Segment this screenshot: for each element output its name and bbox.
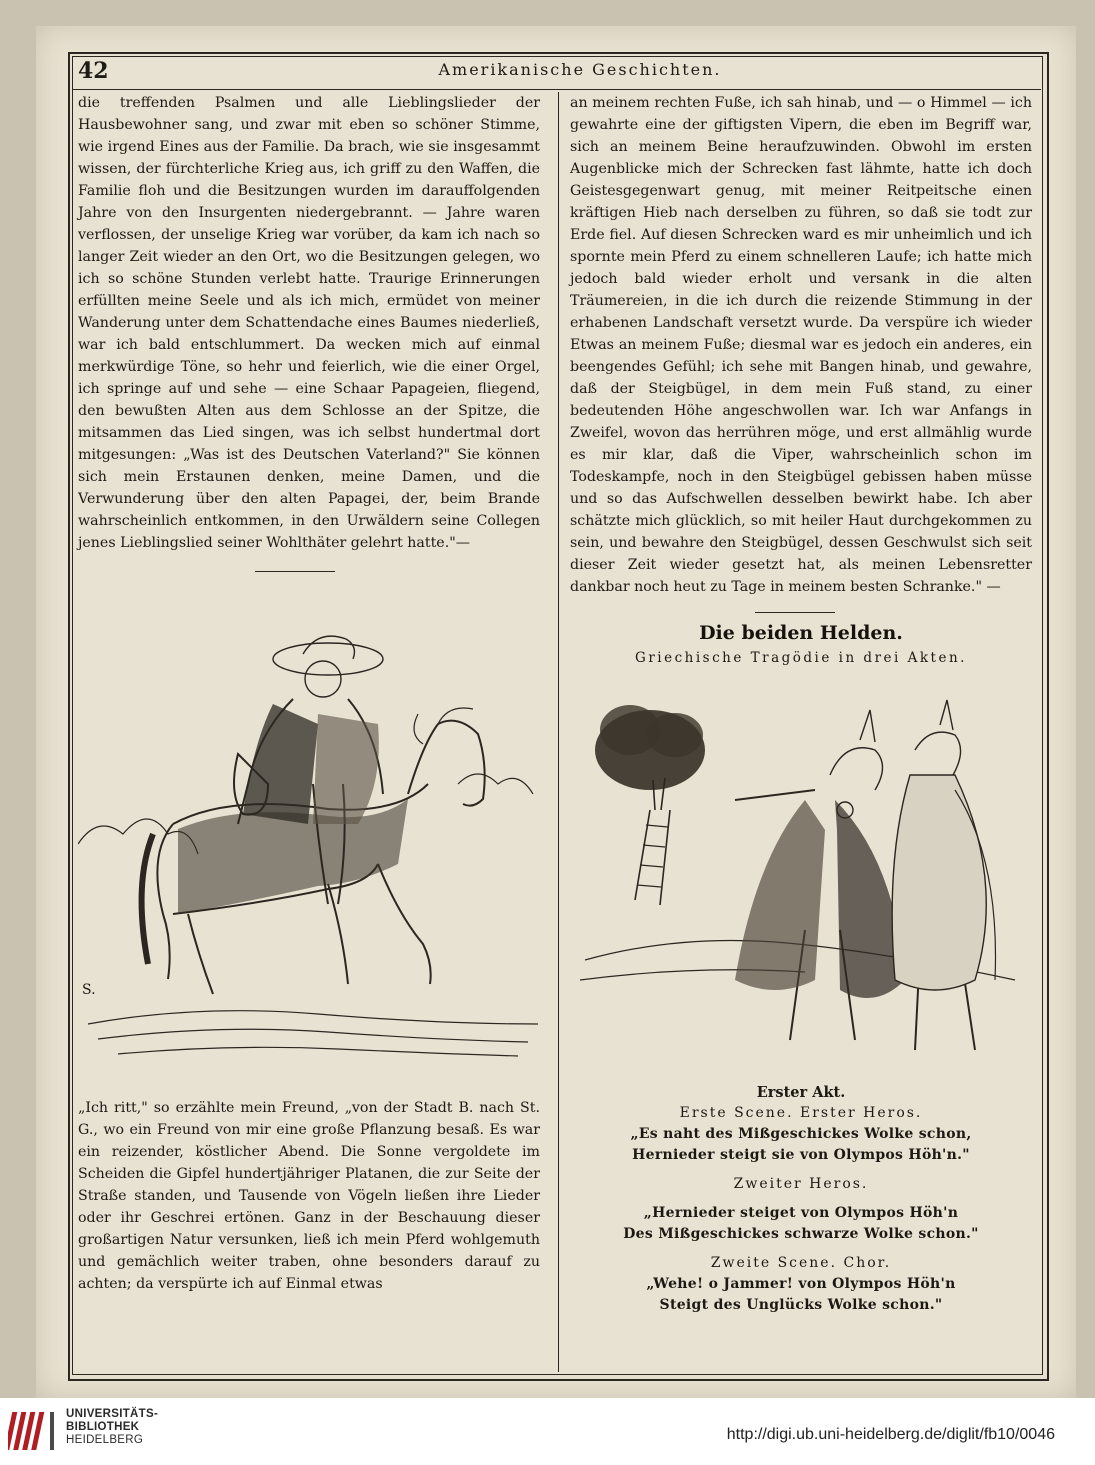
two-heroes-illustration — [575, 680, 1030, 1075]
rider-on-horse-illustration — [78, 584, 540, 1084]
logo-line: HEIDELBERG — [66, 1434, 144, 1446]
running-title: Amerikanische Geschichten. — [438, 60, 722, 79]
verse-line: „Es naht des Mißgeschickes Wolke schon, — [630, 1126, 972, 1142]
left-column-bottom-text — [78, 1097, 540, 1295]
logo-line: BIBLIOTHEK — [66, 1421, 140, 1433]
left-column-top-text — [78, 92, 540, 554]
drama-text — [570, 1082, 1032, 1316]
scene-heading: Erste Scene. Erster Heros. — [679, 1105, 923, 1121]
paragraph: „Ich ritt," so erzählte mein Freund, „von der Stadt B. nach St. G., wo ein Freund von mir eine große Pflanzung besaß. Es war ein reizender, köstlicher Abend. Die Sonne vergoldete im Scheiden die Gipfel hundertjähriger Platanen, die zur Seite der Straße standen, und Tausende von Vögeln ließen ihre Lieder oder ihr Geschrei ertönen. Ganz in der Beschauung dieser großartigen Natur versunken, ließ ich mein Pferd wohlgemuth und gemächlich weiter traben, ohne besonders darauf zu achten; da verspürte ich auf Einmal etwas — [78, 1100, 540, 1292]
section-subtitle: Griechische Tragödie in drei Akten. — [635, 650, 967, 666]
paragraph: an meinem rechten Fuße, ich sah hinab, und — o Himmel — ich gewahrte eine der giftigsten Vipern, die eben im Begriff war, sich an meinem Beine heraufzuwinden. Obwohl im ersten Augenblicke mich der Schrecken fast lähmte, hatte ich doch Geistesgegenwart genug, mit meiner Reitpeitsche einen kräftigen Hieb nach derselben zu führen, so daß sie todt zur Erde fiel. Auf diesen Schrecken ward es mir unheimlich und ich spornte mein Pferd zu einem schnelleren Laufe; ich hatte mich jedoch bald wieder erholt und versank in die alten Träumereien, in die ich durch die reizende Stimmung in der erhabenen Landschaft versetzt wurde. Da verspüre ich wieder Etwas an meinem Fuße; diesmal war es jedoch ein anderes, ein beengendes Gefühl; ich sehe mit Bangen hinab, und gewahre, daß der Steigbügel, in dem mein Fuß stand, zu einer bedeutenden Höhe angeschwollen war. Ich war Anfangs in Zweifel, wovon das herrühren möge, und erst allmählig wurde es mir klar, daß die Viper, wahrscheinlich schon im Todeskampfe, noch in den Steigbügel gebissen haben müsse und so das Aufschwellen desselben bewirkt habe. Ich aber schätzte mich glücklich, so mit heiler Haut durchgekommen zu sein, und bewahre den Steigbügel, dessen Geschwulst sich seit dieser Zeit wieder gesetzt hat, als meinen Lebensretter dankbar noch heut zu Tage in meinem besten Schranke." — — [570, 95, 1032, 595]
column-divider — [558, 92, 559, 1372]
verse-line: Steigt des Unglücks Wolke schon." — [659, 1297, 943, 1313]
logo-line: UNIVERSITÄTS- — [66, 1408, 159, 1420]
section-end-rule — [255, 571, 335, 572]
scene-heading: Zweite Scene. Chor. — [710, 1255, 892, 1271]
section-end-rule — [755, 612, 835, 613]
verse-line: Hernieder steigt sie von Olympos Höh'n." — [632, 1147, 970, 1163]
library-logo-icon[interactable] — [8, 1404, 62, 1458]
speaker-heading: Zweiter Heros. — [733, 1176, 869, 1192]
header-rule — [72, 89, 1041, 90]
section-title: Die beiden Helden. — [699, 622, 903, 644]
verse-line: „Wehe! o Jammer! von Olympos Höh'n — [646, 1276, 956, 1292]
right-column-top-text — [570, 92, 1032, 598]
verse-line: „Hernieder steiget von Olympos Höh'n — [643, 1205, 959, 1221]
act-heading: Erster Akt. — [756, 1084, 846, 1101]
illustration-signature: S. — [82, 982, 96, 998]
library-logo-text[interactable] — [66, 1408, 158, 1447]
paragraph: die treffenden Psalmen und alle Lieblingslieder der Hausbewohner sang, und zwar mit eben so schöner Stimme, wie irgend Eines aus der Familie. Da brach, wie sie insgesammt wissen, der fürchterliche Krieg aus, ich griff zu den Waffen, die Familie floh und die Besitzungen wurden im darauffolgenden Jahre von den Insurgenten niedergebrannt. — Jahre waren verflossen, der unselige Krieg war vorüber, da kam ich nach so langer Zeit wieder an den Ort, wo die Besitzungen gelegen, wo ich so schöne Stunden verlebt hatte. Traurige Erinnerungen erfüllten meine Seele und als ich mich, ermüdet von meiner Wanderung unter dem Schattendache eines Baumes niederließ, war ich bald entschlummert. Da wecken mich auf einmal merkwürdige Töne, so hehr und feierlich, wie die einer Orgel, ich springe auf und sehe — eine Schaar Papageien, fliegend, den bewußten Alten aus dem Schlosse an der Spitze, die mitsammen das Lied singen, was ich selbst hundertmal dort mitgesungen: „Was ist des Deutschen Vaterland?" Sie können sich mein Erstaunen denken, meine Damen, und die Verwunderung über den alten Papagei, der, beim Brande wahrscheinlich entkommen, in den Urwäldern seine Collegen jenes Lieblingslied seiner Wohlthäter gelehrt hatte."— — [78, 95, 540, 551]
verse-line: Des Mißgeschickes schwarze Wolke schon." — [623, 1226, 979, 1242]
source-url-link[interactable]: http://digi.ub.uni-heidelberg.de/diglit/fb10/0046 — [726, 1426, 1055, 1443]
page-number: 42 — [78, 58, 109, 84]
